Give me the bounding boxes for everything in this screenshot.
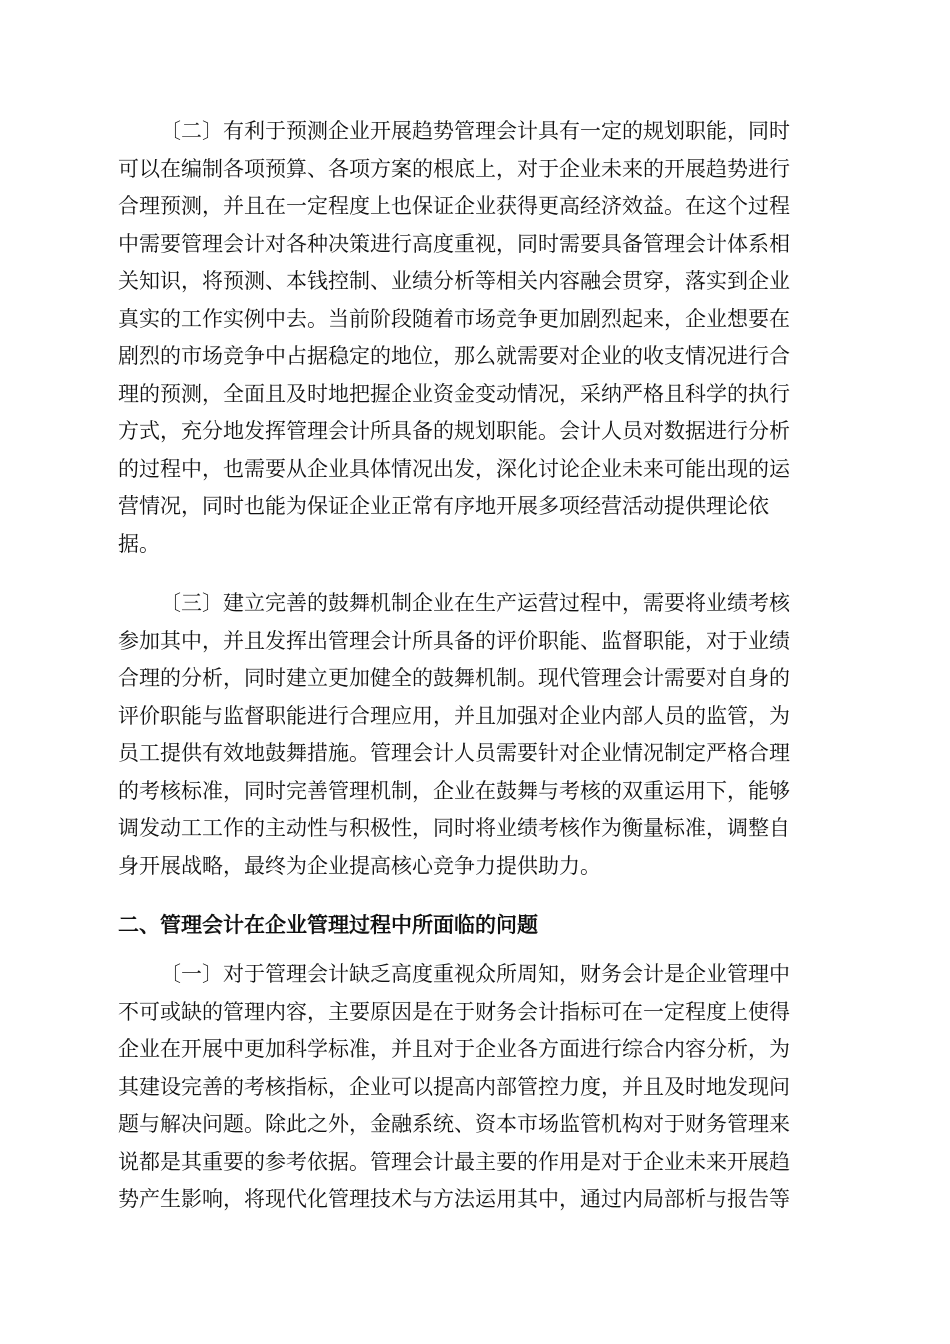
paragraph-3-line: 身开展战略，最终为企业提高核心竞争力提供助力。 — [118, 854, 601, 878]
paragraph-section2-1-line: 〔一〕对于管理会计缺乏高度重视众所周知，财务会计是企业管理中 — [160, 962, 790, 986]
paragraph-2-line: 〔二〕有利于预测企业开展趋势管理会计具有一定的规划职能，同时 — [160, 119, 790, 143]
paragraph-section2-1-line: 企业在开展中更加科学标准，并且对于企业各方面进行综合内容分析，为 — [118, 1037, 790, 1061]
paragraph-2-line: 营情况，同时也能为保证企业正常有序地开展多项经营活动提供理论依 — [118, 494, 769, 518]
paragraph-2-line: 理的预测，全面且及时地把握企业资金变动情况，采纳严格且科学的执行 — [118, 382, 790, 406]
paragraph-2-line: 中需要管理会计对各种决策进行高度重视，同时需要具备管理会计体系相 — [118, 232, 790, 256]
paragraph-3-line: 的考核标准，同时完善管理机制，企业在鼓舞与考核的双重运用下，能够 — [118, 779, 790, 803]
paragraph-3-line: 合理的分析，同时建立更加健全的鼓舞机制。现代管理会计需要对自身的 — [118, 666, 790, 690]
paragraph-3-line: 参加其中，并且发挥出管理会计所具备的评价职能、监督职能，对于业绩 — [118, 629, 790, 653]
paragraph-2-line: 据。 — [118, 532, 160, 556]
paragraph-2-line: 关知识，将预测、本钱控制、业绩分析等相关内容融会贯穿，落实到企业 — [118, 269, 790, 293]
paragraph-3-line: 调发动工工作的主动性与积极性，同时将业绩考核作为衡量标准，调整自 — [118, 816, 790, 840]
paragraph-3-line: 员工提供有效地鼓舞措施。管理会计人员需要针对企业情况制定严格合理 — [118, 741, 790, 765]
paragraph-2-line: 方式，充分地发挥管理会计所具备的规划职能。会计人员对数据进行分析 — [118, 419, 790, 443]
paragraph-section2-1-line: 题与解决问题。除此之外，金融系统、资本市场监管机构对于财务管理来 — [118, 1112, 790, 1136]
paragraph-2-line: 剧烈的市场竞争中占据稳定的地位，那么就需要对企业的收支情况进行合 — [118, 344, 790, 368]
paragraph-section2-1-line: 其建设完善的考核指标，企业可以提高内部管控力度，并且及时地发现问 — [118, 1075, 790, 1099]
paragraph-2-line: 真实的工作实例中去。当前阶段随着市场竞争更加剧烈起来，企业想要在 — [118, 307, 790, 331]
paragraph-3-line: 评价职能与监督职能进行合理应用，并且加强对企业内部人员的监管，为 — [118, 704, 790, 728]
paragraph-section2-1-line: 不可或缺的管理内容，主要原因是在于财务会计指标可在一定程度上使得 — [118, 1000, 790, 1024]
paragraph-2-line: 的过程中，也需要从企业具体情况出发，深化讨论企业未来可能出现的运 — [118, 457, 790, 481]
paragraph-2-line: 合理预测，并且在一定程度上也保证企业获得更高经济效益。在这个过程 — [118, 194, 790, 218]
paragraph-3-line: 〔三〕建立完善的鼓舞机制企业在生产运营过程中，需要将业绩考核 — [160, 591, 790, 615]
paragraph-section2-1-line: 说都是其重要的参考依据。管理会计最主要的作用是对于企业未来开展趋 — [118, 1150, 790, 1174]
paragraph-2-line: 可以在编制各项预算、各项方案的根底上，对于企业未来的开展趋势进行 — [118, 157, 790, 181]
paragraph-section2-1-line: 势产生影响，将现代化管理技术与方法运用其中，通过内局部析与报告等 — [118, 1187, 790, 1211]
section-heading: 二、管理会计在企业管理过程中所面临的问题 — [118, 912, 538, 937]
